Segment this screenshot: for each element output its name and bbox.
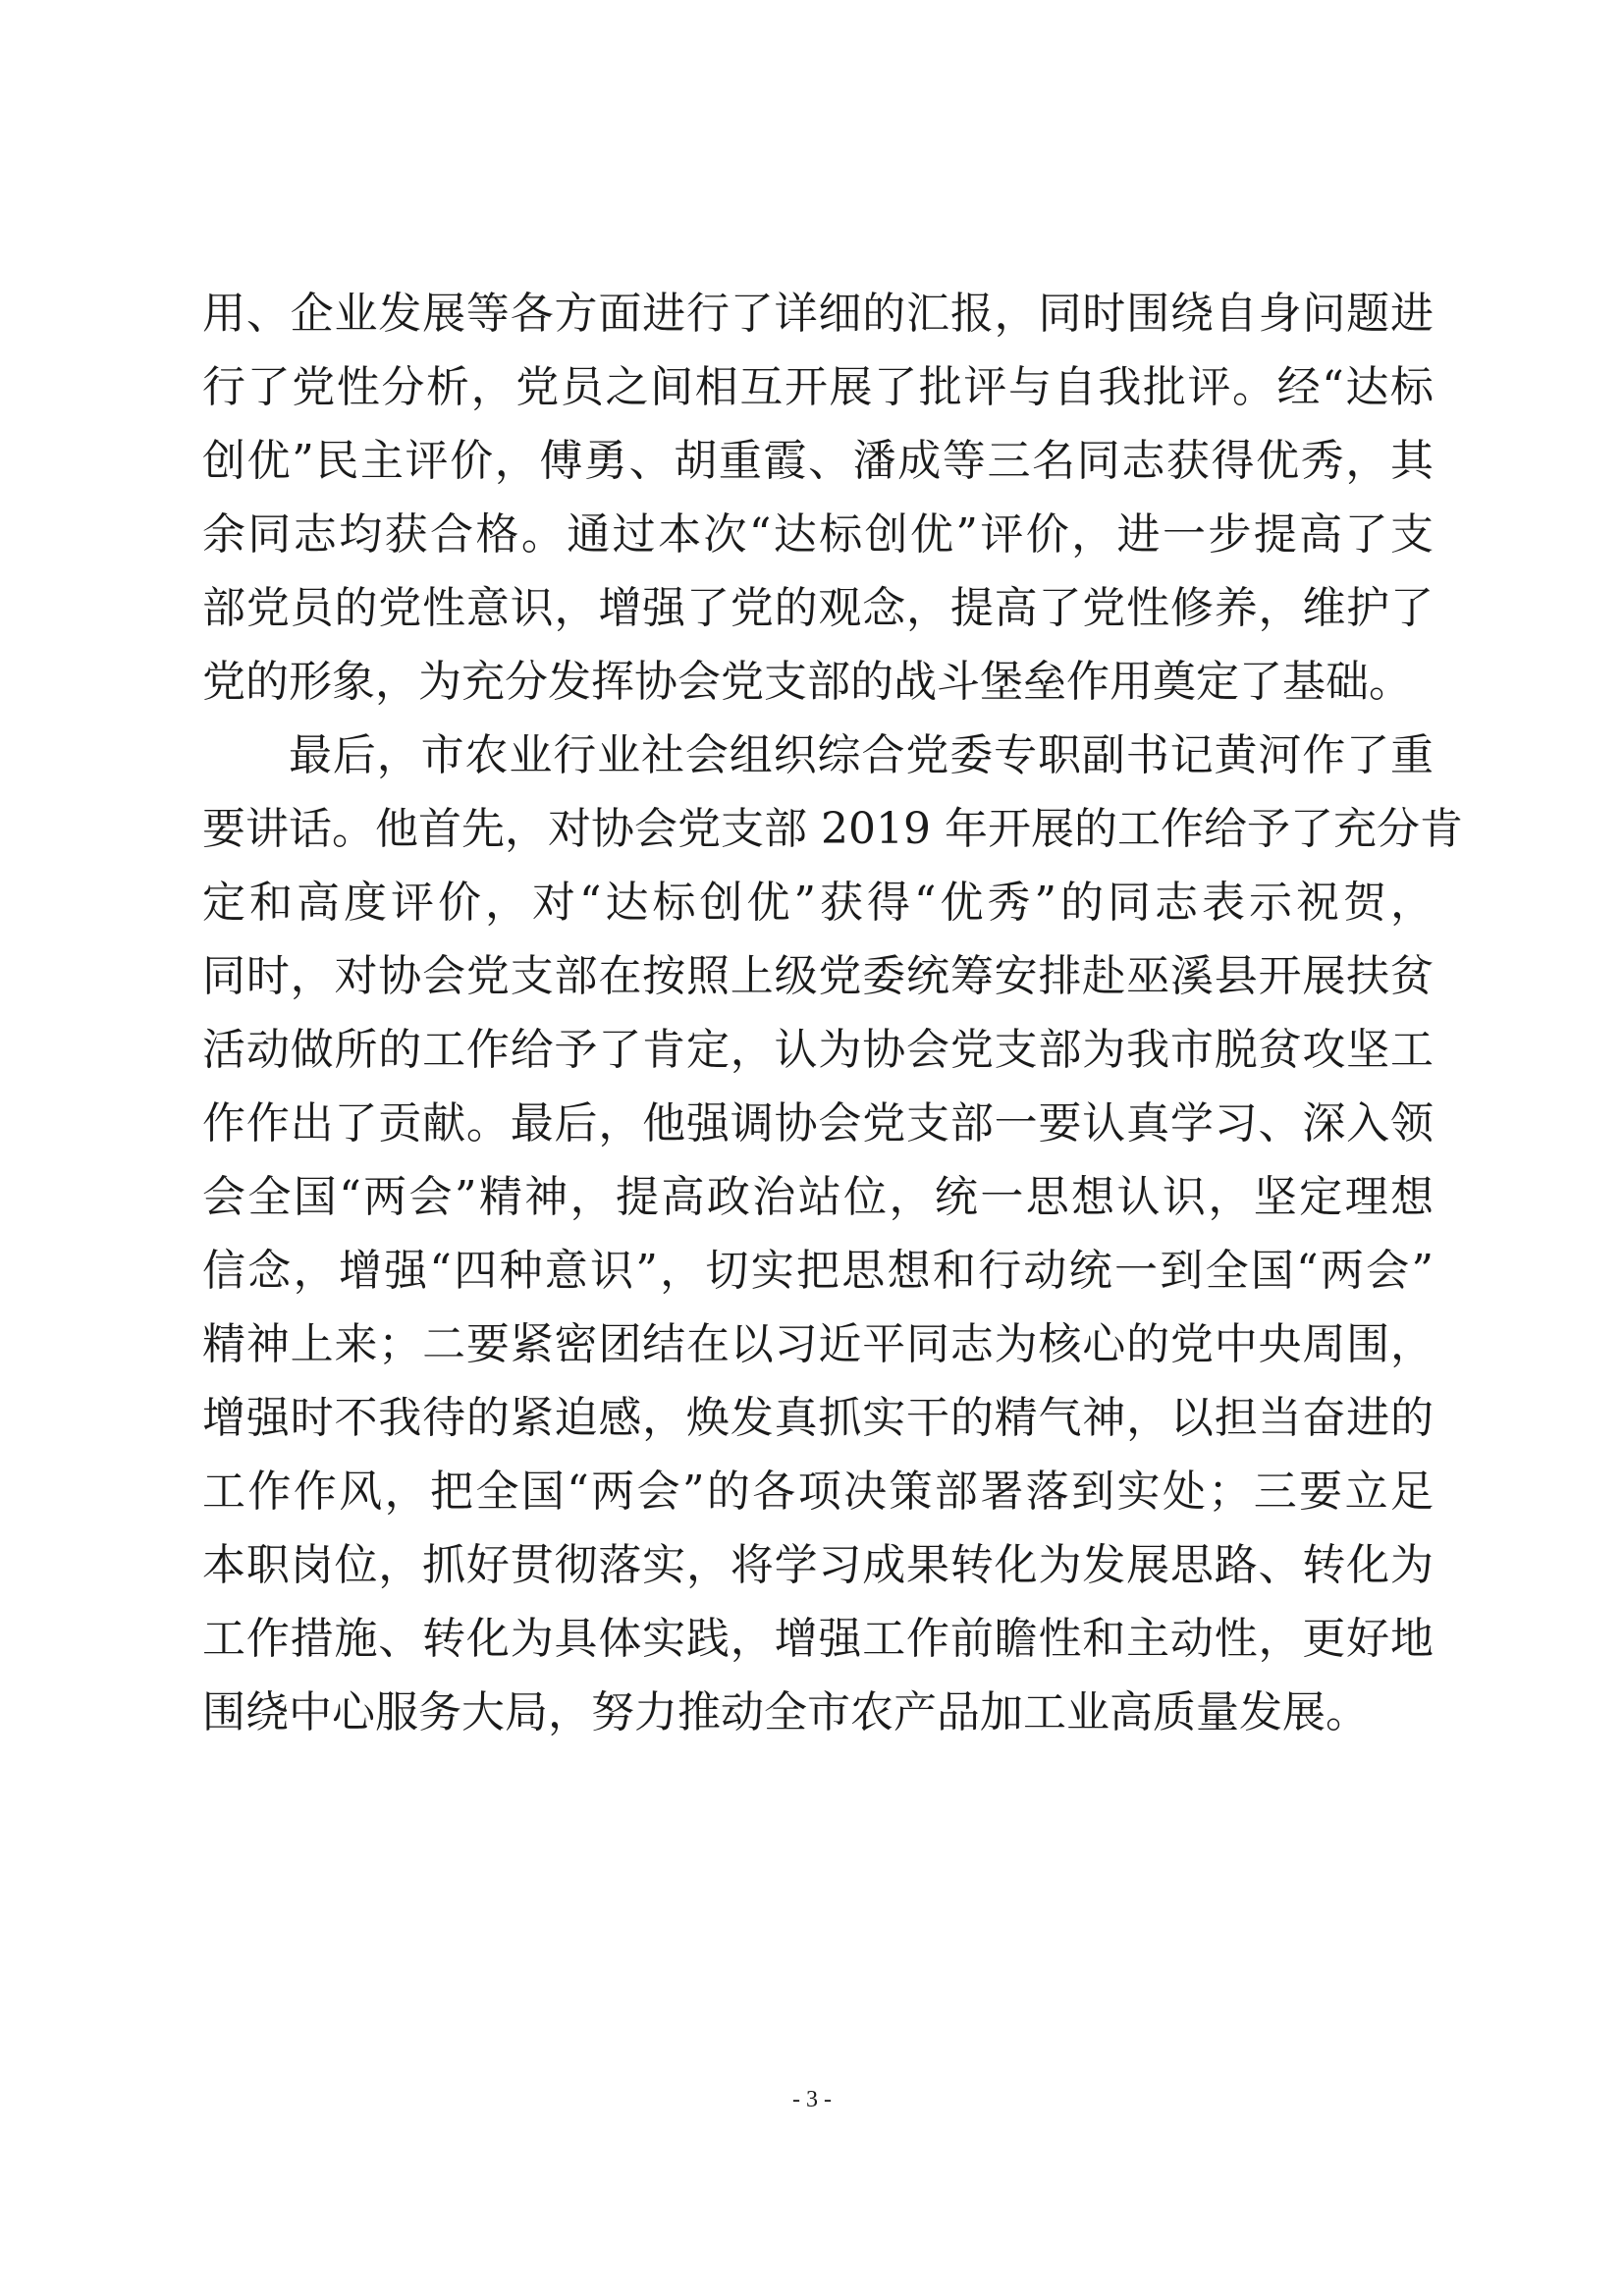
paragraph-1-line-1: 用、企业发展等各方面进行了详细的汇报，同时围绕自身问题进 [202,289,1434,339]
paragraph-2-line-9: 精神上来；二要紧密团结在以习近平同志为核心的党中央周围， [202,1319,1434,1369]
paragraph-2-line-10: 增强时不我待的紧迫感，焕发真抓实干的精气神，以担当奋进的 [202,1393,1434,1443]
paragraph-2-line-14: 围绕中心服务大局，努力推动全市农产品加工业高质量发展。 [202,1687,1369,1737]
paragraph-1-line-4: 余同志均获合格。通过本次“达标创优”评价，进一步提高了支 [202,509,1434,560]
paragraph-2-line-4: 同时，对协会党支部在按照上级党委统筹安排赴巫溪县开展扶贫 [202,951,1434,1001]
paragraph-2-line-13: 工作措施、转化为具体实践，增强工作前瞻性和主动性，更好地 [202,1614,1434,1664]
paragraph-2-line-2: 要讲话。他首先，对协会党支部 2019 年开展的工作给予了充分肯 [202,804,1463,854]
paragraph-1-line-6: 党的形象，为充分发挥协会党支部的战斗堡垒作用奠定了基础。 [202,657,1412,707]
page-number: - 3 - [792,2087,832,2112]
paragraph-2-line-11: 工作作风，把全国“两会”的各项决策部署落到实处；三要立足 [202,1467,1434,1517]
paragraph-2-line-7: 会全国“两会”精神，提高政治站位，统一思想认识，坚定理想 [202,1172,1434,1222]
paragraph-1-line-5: 部党员的党性意识，增强了党的观念，提高了党性修养，维护了 [202,583,1434,633]
paragraph-1-line-2: 行了党性分析，党员之间相互开展了批评与自我批评。经“达标 [202,362,1434,412]
paragraph-2-line-12: 本职岗位，抓好贯彻落实，将学习成果转化为发展思路、转化为 [202,1540,1434,1590]
paragraph-2-line-1: 最后，市农业行业社会组织综合党委专职副书记黄河作了重 [289,730,1434,780]
paragraph-2-line-5: 活动做所的工作给予了肯定，认为协会党支部为我市脱贫攻坚工 [202,1025,1434,1075]
paragraph-2-line-6: 作作出了贡献。最后，他强调协会党支部一要认真学习、深入领 [202,1098,1434,1148]
paragraph-2-line-3: 定和高度评价，对“达标创优”获得“优秀”的同志表示祝贺， [202,878,1434,928]
paragraph-1-line-3: 创优”民主评价，傅勇、胡重霞、潘成等三名同志获得优秀，其 [202,436,1434,486]
paragraph-2-line-8: 信念，增强“四种意识”，切实把思想和行动统一到全国“两会” [202,1246,1434,1296]
